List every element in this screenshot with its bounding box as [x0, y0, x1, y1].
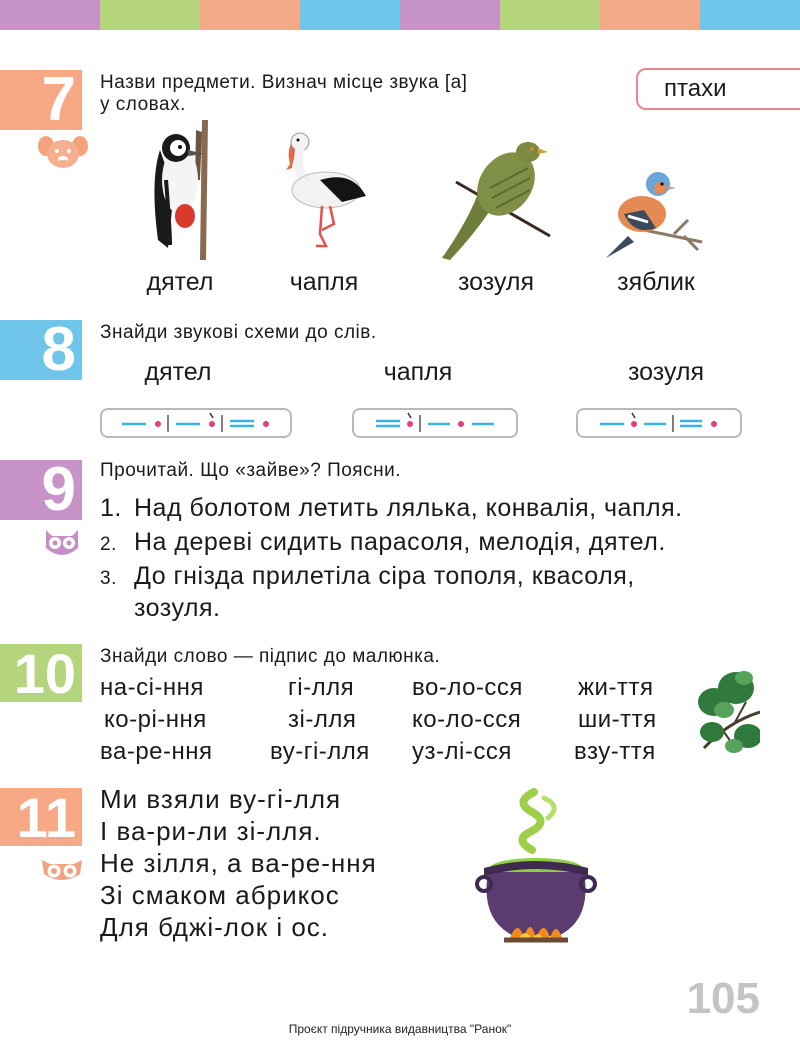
- syllable-word[interactable]: уз-лі-сся: [412, 738, 512, 765]
- task9-title: Прочитай. Що «зайве»? Поясни.: [100, 460, 401, 481]
- task8-word: чапля: [383, 358, 453, 386]
- color-stripe: [200, 0, 300, 30]
- sound-scheme-3[interactable]: [576, 408, 742, 438]
- owl-mascot-icon: [42, 526, 82, 565]
- task7-word: зяблик: [617, 268, 695, 296]
- sentence-number: 3.: [100, 568, 117, 589]
- task7-word: зозуля: [457, 268, 535, 296]
- stork-icon: [282, 124, 372, 263]
- syllable-word[interactable]: во-ло-сся: [412, 674, 523, 701]
- syllable-word[interactable]: ко-рі-ння: [104, 706, 207, 733]
- color-stripe: [700, 0, 800, 30]
- task10-title: Знайди слово — підпис до малюнка.: [100, 646, 441, 667]
- sound-scheme-1[interactable]: [100, 408, 292, 438]
- task7-word: дятел: [146, 268, 214, 296]
- task7-word: чапля: [289, 268, 359, 296]
- cauldron-icon: [474, 788, 598, 961]
- task-number-11: 11: [0, 788, 82, 846]
- task8-title: Знайди звукові схеми до слів.: [100, 322, 377, 343]
- task8-word: дятел: [144, 358, 212, 386]
- sentence-number: 1.: [100, 494, 122, 522]
- sentence-3-continued: зозуля.: [134, 594, 221, 622]
- woodpecker-icon: [140, 120, 220, 265]
- task8-word: зозуля: [627, 358, 705, 386]
- task-number-7: 7: [0, 70, 82, 130]
- poem-line: Для бджі-лок і ос.: [100, 912, 330, 942]
- poem-line: Зі смаком абрикос: [100, 880, 340, 910]
- dog-mascot-icon: [38, 134, 88, 175]
- syllable-word[interactable]: ву-гі-лля: [270, 738, 370, 765]
- syllable-word[interactable]: гі-лля: [288, 674, 355, 701]
- poem-line: Не зілля, а ва-ре-ння: [100, 848, 377, 878]
- cuckoo-icon: [440, 128, 554, 265]
- syllable-word[interactable]: ва-ре-ння: [100, 738, 213, 765]
- sentence-text: На дереві сидить парасоля, мелодія, дятел.: [134, 528, 666, 556]
- task-number-9: 9: [0, 460, 82, 520]
- color-stripe: [400, 0, 500, 30]
- sentence-2: [100, 528, 666, 557]
- page-number: 105: [686, 974, 760, 1023]
- syllable-word[interactable]: жи-ття: [578, 674, 654, 701]
- syllable-word[interactable]: на-сі-ння: [100, 674, 204, 701]
- color-stripe: [0, 0, 100, 30]
- sentence-1: [100, 494, 683, 523]
- color-stripe: [100, 0, 200, 30]
- task7-title-line1: Назви предмети. Визнач місце звука [а]: [100, 72, 468, 93]
- category-chip: птахи: [636, 68, 800, 110]
- sentence-number: 2.: [100, 534, 117, 555]
- chaffinch-icon: [604, 170, 704, 265]
- color-stripe: [300, 0, 400, 30]
- sentence-3: [100, 562, 635, 591]
- syllable-word[interactable]: ко-ло-сся: [412, 706, 522, 733]
- syllable-word[interactable]: зі-лля: [288, 706, 357, 733]
- sentence-text: Над болотом летить лялька, конвалія, чапля.: [134, 494, 683, 522]
- poem-line: Ми взяли ву-гі-лля: [100, 784, 342, 814]
- poem-line: І ва-ри-ли зі-лля.: [100, 816, 322, 846]
- task-number-10: 10: [0, 644, 82, 702]
- sound-scheme-2[interactable]: [352, 408, 518, 438]
- tree-branch-icon: [694, 662, 760, 767]
- top-color-bar: [0, 0, 800, 30]
- task7-title-line2: у словах.: [100, 94, 186, 115]
- publisher-footer: Проєкт підручника видавництва "Ранок": [288, 1022, 512, 1036]
- syllable-word[interactable]: ши-ття: [578, 706, 657, 733]
- sentence-text: До гнізда прилетіла сіра тополя, квасоля,: [134, 562, 635, 590]
- task7-title: [100, 72, 467, 116]
- owl-mascot-icon: [40, 856, 84, 889]
- color-stripe: [500, 0, 600, 30]
- task-number-8: 8: [0, 320, 82, 380]
- syllable-word[interactable]: взу-ття: [574, 738, 656, 765]
- color-stripe: [600, 0, 700, 30]
